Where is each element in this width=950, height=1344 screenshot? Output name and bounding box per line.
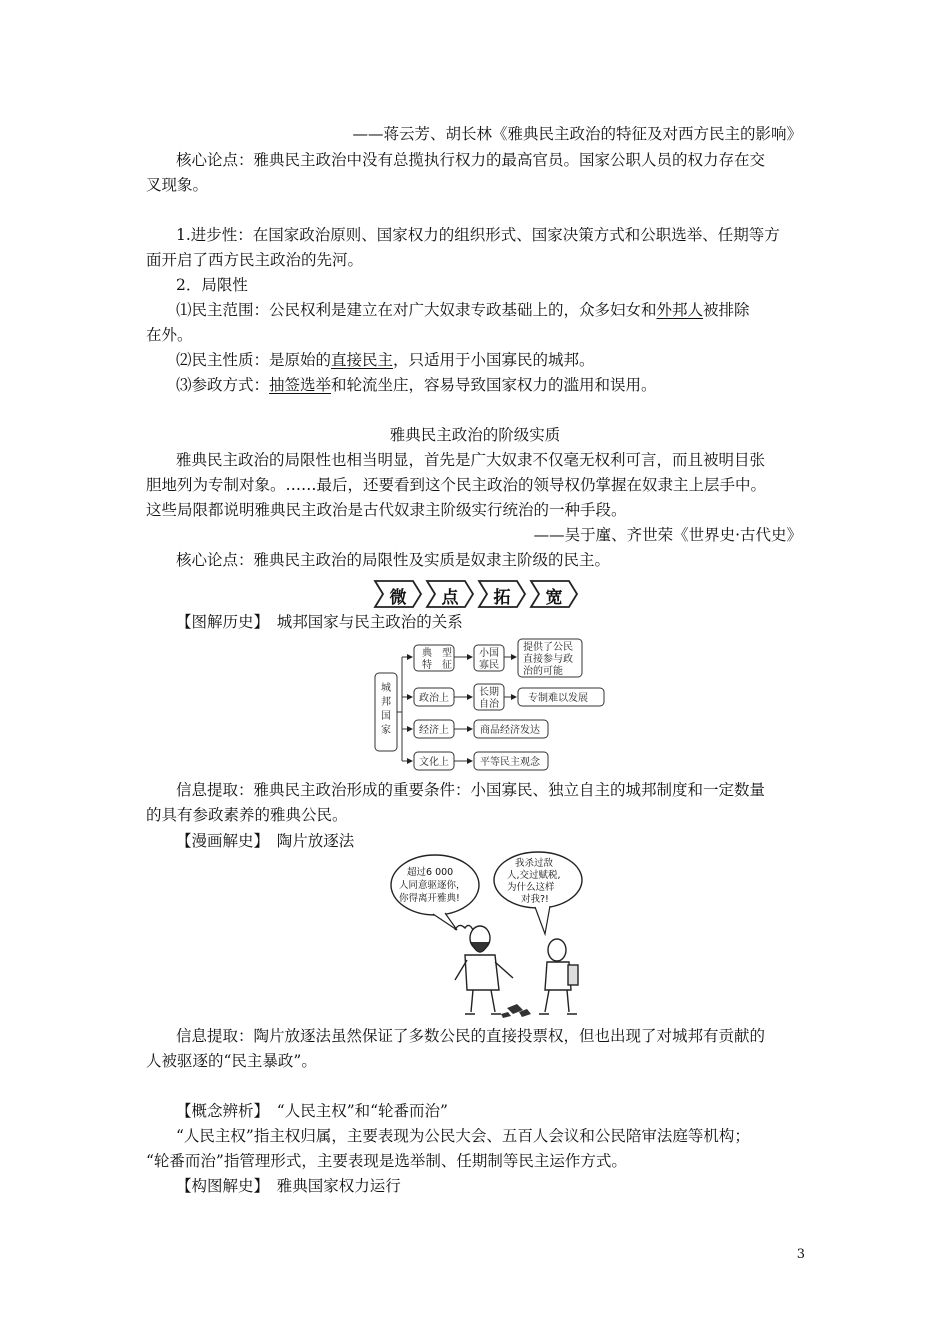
pottery-shards bbox=[501, 1004, 531, 1018]
gainian-line-2: “轮番而治”指管理形式，主要表现是选举制、任期制等民主运作方式。 bbox=[146, 1152, 627, 1170]
page-number: 3 bbox=[796, 1247, 805, 1262]
limitation-method bbox=[176, 375, 657, 395]
feature-label: 特 征 bbox=[422, 660, 452, 671]
progressive-item-cont: 面开启了西方民主政治的先河。 bbox=[146, 251, 364, 269]
info-extract-2-cont: 人被驱逐的“民主暴政”。 bbox=[146, 1052, 317, 1070]
manhua-label: 【漫画解史】 bbox=[176, 832, 262, 850]
citation-1: ——蒋云芳、胡长林《雅典民主政治的特征及对西方民主的影响》 bbox=[352, 125, 802, 143]
core-label: 核心论点： bbox=[176, 151, 254, 169]
autonomy-label: 自治 bbox=[479, 699, 499, 710]
quote-line-1: 雅典民主政治的局限性也相当明显，首先是广大奴隶不仅毫无权利可言，而且被明目张 bbox=[176, 451, 766, 469]
goutu-heading bbox=[176, 1176, 401, 1196]
gainian-title: “人民主权”和“轮番而治” bbox=[276, 1102, 448, 1120]
info-extract-1: 信息提取：雅典民主政治形成的重要条件：小国寡民、独立自主的城邦制度和一定数量 bbox=[176, 781, 766, 799]
nature-text: ⑵民主性质：是原始的 bbox=[176, 351, 332, 369]
root-char: 邦 bbox=[381, 697, 391, 708]
progressive-item: 1.进步性：在国家政治原则、国家权力的组织形式、国家决策方式和公职选举、任期等方 bbox=[176, 226, 780, 244]
weidian-tuokuan-banner bbox=[373, 579, 579, 609]
provided-label: 提供了公民 bbox=[523, 642, 573, 653]
method-text: ⑶参政方式： bbox=[176, 376, 270, 394]
root-char: 家 bbox=[381, 725, 391, 736]
ostracism-cartoon bbox=[385, 850, 595, 1020]
tujie-label: 【图解历史】 bbox=[176, 613, 262, 631]
manhua-title: 陶片放逐法 bbox=[276, 832, 355, 850]
goutu-title: 雅典国家权力运行 bbox=[276, 1177, 401, 1195]
tujie-heading bbox=[176, 612, 463, 632]
gainian-label: 【概念辨析】 bbox=[176, 1102, 262, 1120]
banner-chevron bbox=[477, 579, 527, 609]
city-state-diagram bbox=[372, 637, 612, 772]
root-char: 城 bbox=[381, 683, 391, 694]
banner-chevron bbox=[373, 579, 423, 609]
goutu-label: 【构图解史】 bbox=[176, 1177, 262, 1195]
small-state-label: 小国 bbox=[479, 648, 499, 659]
bubble-right-text: 我杀过敌 bbox=[515, 858, 554, 869]
limitation-nature bbox=[176, 350, 595, 370]
autonomy-label: 长期 bbox=[479, 687, 499, 698]
citation-2: ——吴于廑、齐世荣《世界史·古代史》 bbox=[533, 526, 802, 544]
accuser-figure bbox=[455, 925, 513, 1014]
scope-keyword: 外邦人 bbox=[656, 301, 704, 319]
core-text: 雅典民主政治中没有总揽执行权力的最高官员。国家公职人员的权力存在交 bbox=[253, 151, 766, 169]
limitation-scope-cont: 在外。 bbox=[146, 326, 193, 344]
small-state-label: 寡民 bbox=[479, 660, 499, 671]
limitation-heading: 2．局限性 bbox=[176, 276, 248, 294]
banner-chevron bbox=[425, 579, 475, 609]
despot-label: 专制难以发展 bbox=[528, 693, 588, 704]
tujie-title: 城邦国家与民主政治的关系 bbox=[276, 613, 463, 631]
method-keyword: 抽签选举 bbox=[269, 376, 332, 394]
culture-label: 文化上 bbox=[419, 757, 449, 768]
nature-keyword: 直接民主 bbox=[331, 351, 394, 369]
nature-text-end: ，只适用于小国寡民的城邦。 bbox=[393, 351, 595, 369]
banner-char: 宽 bbox=[545, 588, 563, 608]
core-argument-2: 核心论点：雅典民主政治的局限性及实质是奴隶主阶级的民主。 bbox=[176, 551, 611, 569]
scope-text: ⑴民主范围：公民权利是建立在对广大奴隶专政基础上的，众多妇女和 bbox=[176, 301, 657, 319]
banner-chevron bbox=[529, 579, 579, 609]
core-argument-1 bbox=[176, 150, 765, 170]
feature-label: 典 型 bbox=[422, 648, 452, 659]
citizen-figure bbox=[539, 939, 578, 1014]
provided-label: 直接参与政 bbox=[523, 654, 573, 665]
info-extract-1-cont: 的具有参政素养的雅典公民。 bbox=[146, 806, 348, 824]
bubble-right-text: 人,交过赋税, bbox=[507, 870, 561, 881]
bubble-right-text: 为什么这样 bbox=[507, 882, 555, 893]
section-title: 雅典民主政治的阶级实质 bbox=[389, 426, 561, 444]
bubble-left-text: 你得离开雅典! bbox=[399, 893, 460, 904]
equality-label: 平等民主观念 bbox=[480, 757, 540, 768]
quote-line-3: 这些局限都说明雅典民主政治是古代奴隶主阶级实行统治的一种手段。 bbox=[146, 501, 627, 519]
provided-label: 治的可能 bbox=[523, 666, 563, 677]
bubble-left-text: 人同意驱逐你， bbox=[399, 880, 466, 891]
limitation-scope bbox=[176, 300, 750, 320]
scope-text-end: 被排除 bbox=[703, 301, 750, 319]
root-char: 国 bbox=[381, 711, 391, 722]
politics-label: 政治上 bbox=[419, 693, 449, 704]
method-text-end: 和轮流坐庄，容易导致国家权力的滥用和误用。 bbox=[331, 376, 657, 394]
info-extract-2: 信息提取：陶片放逐法虽然保证了多数公民的直接投票权，但也出现了对城邦有贡献的 bbox=[176, 1027, 766, 1045]
bubble-right-text: 对我?! bbox=[521, 894, 549, 905]
gainian-heading bbox=[176, 1101, 448, 1121]
gainian-line-1: “人民主权”指主权归属，主要表现为公民大会、五百人会议和公民陪审法庭等机构； bbox=[176, 1127, 750, 1145]
commodity-label: 商品经济发达 bbox=[480, 725, 540, 736]
banner-char: 拓 bbox=[493, 588, 511, 608]
manhua-heading bbox=[176, 831, 354, 851]
banner-char: 微 bbox=[389, 588, 407, 608]
quote-line-2: 胆地列为专制对象。……最后，还要看到这个民主政治的领导权仍掌握在奴隶主上层手中。 bbox=[146, 476, 767, 494]
economy-label: 经济上 bbox=[419, 725, 449, 736]
bubble-left-text: 超过6 000 bbox=[407, 867, 454, 878]
banner-char: 点 bbox=[441, 588, 459, 608]
core-argument-1-cont: 叉现象。 bbox=[146, 176, 209, 194]
